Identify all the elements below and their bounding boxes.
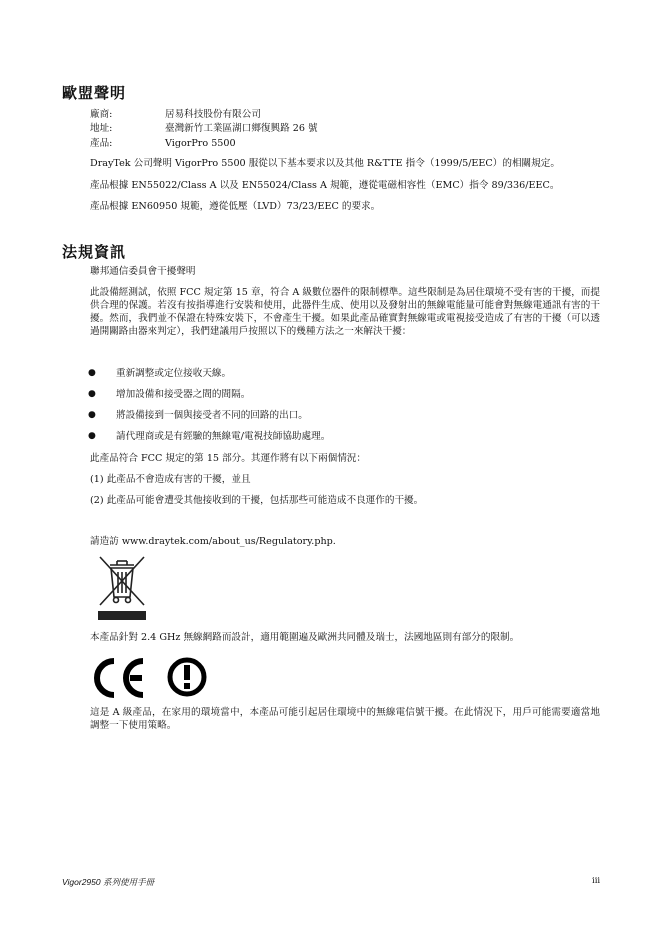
fcc-paragraph: 此設備經測試，依照 FCC 規定第 15 章，符合 A 級數位器件的限制標準。這些限制是為居住環境不受有害的干擾，而提供合理的保護。若沒有按指導進行安裝和使用，此器件生成、使用以及發射出的無線電能量可能會對無線電通訊有害的干擾。然而，我們並不保證在特殊安裝下，不會產生干擾。如果此產品確實對無線電或電視接受造成了有害的干擾（可以透過開關路由器來判定），我們建議用戶按照以下的幾種方法之一來解決干擾： [90, 287, 600, 337]
eu-statement-emc: 產品根據 EN55022/Class A 以及 EN55024/Class A 規範，遵從電磁相容性（EMC）指令 89/336/EEC。 [90, 180, 560, 191]
fcc-condition-1: (1) 此產品不會造成有害的干擾，並且 [90, 474, 251, 485]
bullet-dot: ● [88, 389, 96, 399]
footer-page-number: iii [592, 876, 601, 886]
bullet-item-2: 增加設備和接受器之間的間隔。 [116, 389, 251, 400]
product-label: 產品: [90, 138, 113, 149]
bullet-item-1: 重新調整或定位接收天線。 [116, 368, 232, 379]
bullet-dot: ● [88, 431, 96, 441]
weee-crossed-bin-icon [92, 553, 152, 623]
address-value: 臺灣新竹工業區湖口鄉復興路 26 號 [165, 123, 318, 134]
address-label: 地址: [90, 123, 113, 134]
manufacturer-value: 居易科技股份有限公司 [165, 109, 261, 120]
bullet-dot: ● [88, 368, 96, 378]
regulatory-url-text: 請造訪 www.draytek.com/about_us/Regulatory.php. [90, 536, 336, 547]
class-a-note: 這是 A 級產品，在家用的環境當中，本產品可能引起居住環境中的無線電信號干擾。在此情況下，用戶可能需要適當地調整一下使用策略。 [90, 707, 600, 731]
fcc-subheading: 聯邦通信委員會干擾聲明 [90, 266, 196, 277]
regulatory-heading: 法規資訊 [62, 243, 127, 261]
eu-statement-rtte: DrayTek 公司聲明 VigorPro 5500 服從以下基本要求以及其他 R&TTE 指令（1999/5/EEC）的相關規定。 [90, 158, 560, 169]
ce-mark-icon [90, 655, 210, 701]
fcc-condition-2: (2) 此產品可能會遭受其他接收到的干擾，包括那些可能造成不良運作的干擾。 [90, 495, 424, 506]
product-value: VigorPro 5500 [165, 138, 236, 149]
eu-declaration-heading: 歐盟聲明 [62, 84, 127, 102]
bullet-item-3: 將設備接到一個與接受者不同的回路的出口。 [116, 410, 308, 421]
fcc-part15-intro: 此產品符合 FCC 規定的第 15 部分。其運作將有以下兩個情況： [90, 453, 366, 464]
footer-manual-title: Vigor2950 系列使用手冊 [62, 877, 154, 887]
wireless-band-note: 本產品針對 2.4 GHz 無線網路而設計，適用範圍遍及歐洲共同體及瑞士，法國地區則有部分的限制。 [90, 632, 520, 643]
bullet-dot: ● [88, 410, 96, 420]
bullet-item-4: 請代理商或是有經驗的無線電/電視技師協助處理。 [116, 431, 331, 442]
eu-statement-lvd: 產品根據 EN60950 規範，遵從低壓（LVD）73/23/EEC 的要求。 [90, 201, 381, 212]
alert-circle-icon [170, 660, 204, 694]
manufacturer-label: 廠商: [90, 109, 113, 120]
